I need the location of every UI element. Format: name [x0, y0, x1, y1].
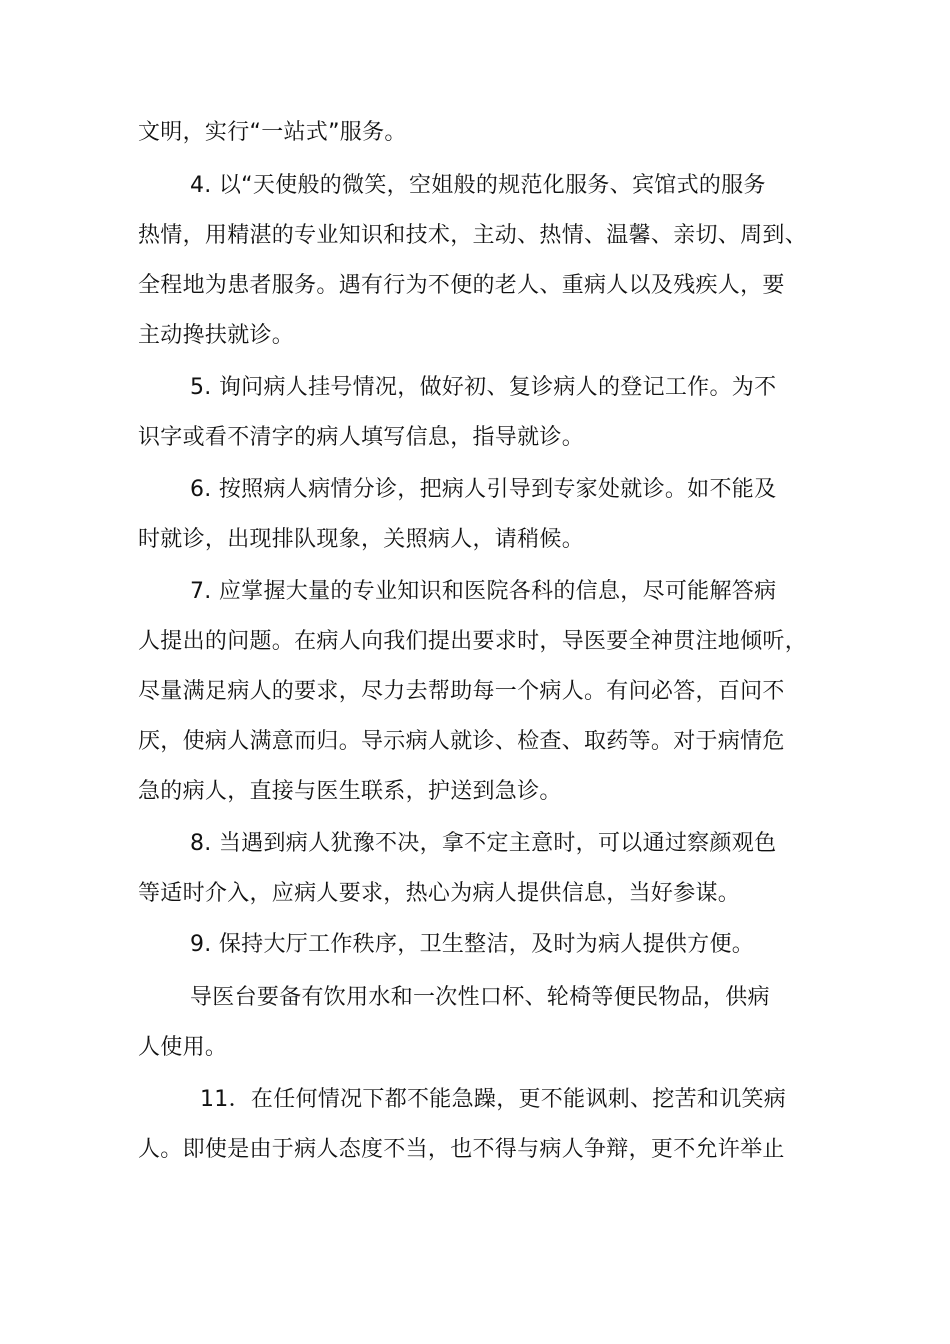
text-line: 导医台要备有饮用水和一次性口杯、轮椅等便民物品，供病 [190, 985, 770, 1010]
text-line: 等适时介入，应病人要求，热心为病人提供信息，当好参谋。 [138, 881, 741, 906]
text-line: 尽量满足病人的要求，尽力去帮助每一个病人。有问必答，百问不 [138, 679, 785, 704]
text-line: 7. 应掌握大量的专业知识和医院各科的信息，尽可能解答病 [190, 579, 777, 604]
text-line: 全程地为患者服务。遇有行为不便的老人、重病人以及残疾人，要 [138, 273, 785, 298]
text-line: 热情，用精湛的专业知识和技术，主动、热情、温馨、亲切、周到、 [138, 223, 808, 248]
text-line: 文明，实行“一站式”服务。 [138, 120, 407, 145]
text-line: 主动搀扶就诊。 [138, 323, 295, 348]
text-line: 6. 按照病人病情分诊，把病人引导到专家处就诊。如不能及 [190, 477, 777, 502]
text-line: 识字或看不清字的病人填写信息，指导就诊。 [138, 425, 585, 450]
text-line: 11．在任何情况下都不能急躁，更不能讽刺、挖苦和讥笑病 [200, 1087, 787, 1112]
text-line: 人。即使是由于病人态度不当，也不得与病人争辩，更不允许举止 [138, 1137, 785, 1162]
text-line: 5. 询问病人挂号情况，做好初、复诊病人的登记工作。为不 [190, 375, 777, 400]
text-line: 9. 保持大厅工作秩序，卫生整洁，及时为病人提供方便。 [190, 932, 755, 957]
text-line: 4. 以“天使般的微笑，空姐般的规范化服务、宾馆式的服务 [190, 173, 766, 198]
text-line: 人使用。 [138, 1035, 228, 1060]
text-line: 时就诊，出现排队现象，关照病人，请稍候。 [138, 527, 585, 552]
text-line: 人提出的问题。在病人向我们提出要求时，导医要全神贯注地倾听， [138, 629, 808, 654]
text-line: 急的病人，直接与医生联系，护送到急诊。 [138, 779, 562, 804]
text-line: 厌，使病人满意而归。导示病人就诊、检查、取药等。对于病情危 [138, 729, 785, 754]
text-line: 8. 当遇到病人犹豫不决，拿不定主意时，可以通过察颜观色 [190, 831, 777, 856]
